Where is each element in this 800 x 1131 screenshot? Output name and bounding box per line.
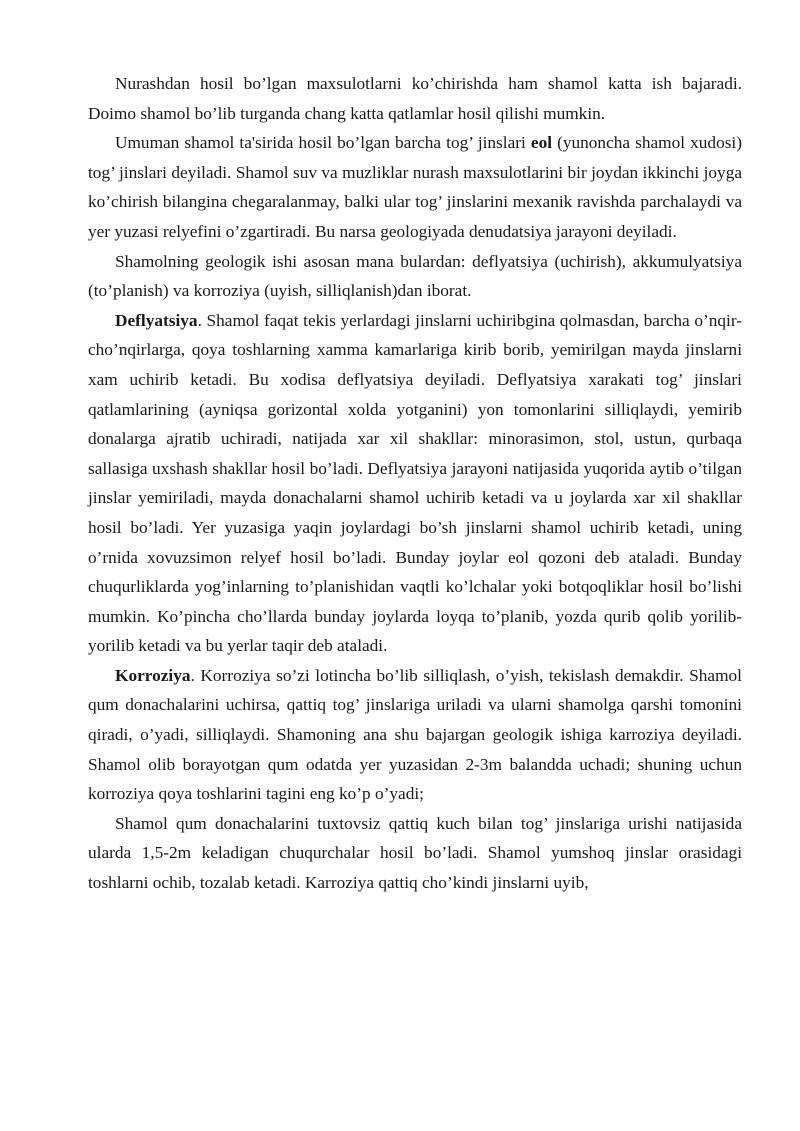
paragraph-text: (yunoncha shamol xudosi) tog’ jinslari deyiladi. Shamol suv va muzliklar nurash maxsulotlarini bir joydan ikkinchi joyga ko’chirish bilangina chegaralanmay, balki ular tog’ jinslarini mexanik ravishda parchalaydi va yer yuzasi relyefini o’zgartiradi. Bu narsa geologiyada denudatsiya jarayoni deyiladi. [88,133,742,241]
paragraph-transport [88,69,742,128]
paragraph-text: Umuman shamol ta'sirida hosil bo’lgan barcha tog’ jinslari [115,133,531,153]
term-deflyatsiya: Deflyatsiya [115,310,198,330]
paragraph-text: . Shamol faqat tekis yerlardagi jinslarni uchiribgina qolmasdan, barcha o’nqir-cho’nqirlarga, qoya toshlarning xamma kamarlariga kirib borib, yemirilgan mayda jinslarni xam uchirib ketadi. Bu xodisa deflyatsiya deyiladi. Deflyatsiya xarakati tog’ jinslari qatlamlarining (ayniqsa gorizontal xolda yotganini) yon tomonlarini silliqlaydi, yemirib donalarga ajratib uchiradi, natijada xar xil shakllar: minorasimon, stol, ustun, qurbaqa sallasiga uxshash shakllar hosil bo’ladi. Deflyatsiya jarayoni natijasida yuqorida aytib o’tilgan jinslar yemiriladi, mayda donachalarni shamol uchirib ketadi va u joylarda xar xil shakllar hosil bo’ladi. Yer yuzasiga yaqin joylardagi bo’sh jinslarni shamol uchirib ketadi, uning o’rnida xovuzsimon relyef hosil bo’ladi. Bunday joylar eol qozoni deb ataladi. Bunday chuqurliklarda yog’inlarning to’planishidan vaqtli ko’lchalar yoki botqoqliklar hosil bo’lishi mumkin. Ko’pincha cho’llarda bunday joylarda loyqa to’planib, yozda qurib qolib yorilib-yorilib ketadi va bu yerlar taqir deb ataladi. [88,310,742,656]
paragraph-geologic-work [88,247,742,306]
document-page [88,69,742,898]
paragraph-text: Nurashdan hosil bo’lgan maxsulotlarni ko’chirishda ham shamol katta ish bajaradi. Doimo shamol bo’lib turganda chang katta qatlamlar hosil qilishi mumkin. [88,74,742,123]
paragraph-eol [88,128,742,246]
term-eol: eol [530,133,553,153]
paragraph-text: . Korroziya so’zi lotincha bo’lib silliqlash, o’yish, tekislash demakdir. Shamol qum donachalarini uchirsa, qattiq tog’ jinslariga uriladi va ularni shamolga qarshi tomonini qiradi, o’yadi, silliqlaydi. Shamoning ana shu bajargan geologik ishiga karroziya deyiladi. Shamol olib borayotgan qum odatda yer yuzasidan 2-3m balandda uchadi; shuning uchun korroziya qoya toshlarini tagini eng ko’p o’yadi; [88,665,742,804]
paragraph-deflation [88,306,742,661]
term-korroziya: Korroziya [115,665,191,685]
paragraph-sand-impact [88,809,742,898]
paragraph-corrosion [88,661,742,809]
paragraph-text: Shamol qum donachalarini tuxtovsiz qattiq kuch bilan tog’ jinslariga urishi natijasida ularda 1,5-2m keladigan chuqurchalar hosil bo’ladi. Shamol yumshoq jinslar orasidagi toshlarni ochib, tozalab ketadi. Karroziya qattiq cho’kindi jinslarni uyib, [88,813,742,893]
paragraph-text: Shamolning geologik ishi asosan mana bulardan: deflyatsiya (uchirish), akkumulyatsiya (to’planish) va korroziya (uyish, silliqlanish)dan iborat. [88,251,742,301]
